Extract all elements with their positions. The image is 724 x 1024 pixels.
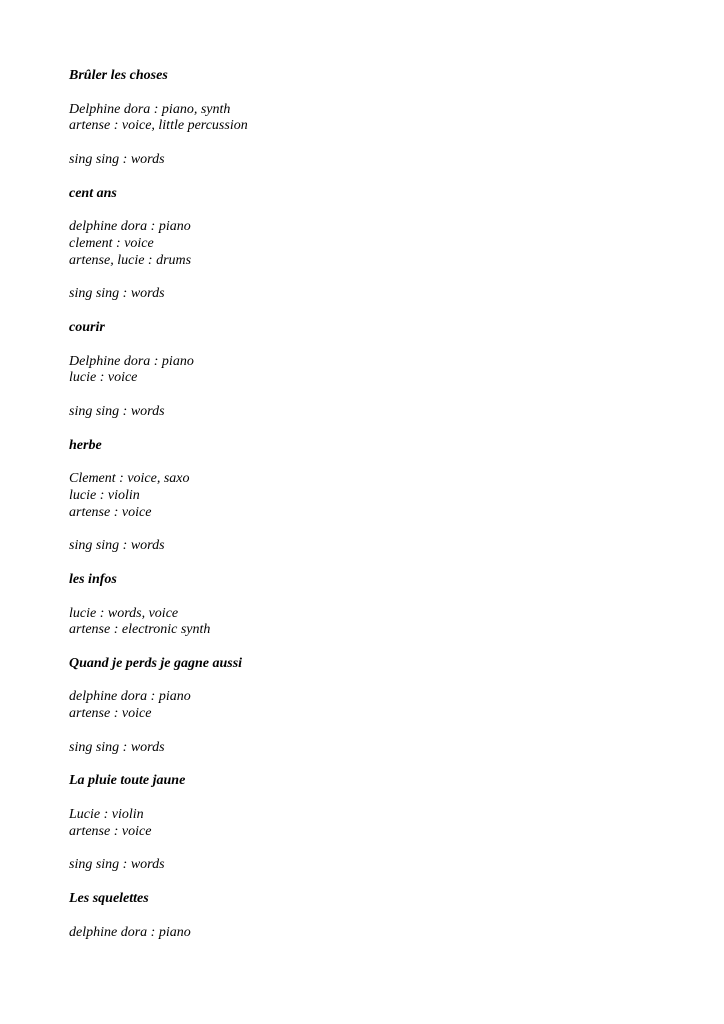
credit-line: artense : voice (69, 706, 152, 722)
spacer (69, 589, 689, 606)
spacer (69, 169, 689, 186)
credit-line: Lucie : violin (69, 807, 144, 823)
spacer (69, 454, 689, 471)
words-credit: sing sing : words (69, 857, 165, 873)
spacer (69, 841, 689, 858)
spacer (69, 270, 689, 287)
spacer (69, 790, 689, 807)
spacer (69, 555, 689, 572)
credit-line: lucie : words, voice (69, 605, 179, 621)
spacer (69, 723, 689, 740)
credit-line: delphine dora : piano (69, 219, 191, 235)
words-credit: sing sing : words (69, 739, 165, 755)
credit-line: artense : voice (69, 823, 152, 839)
spacer (69, 908, 689, 925)
spacer (69, 757, 689, 774)
credit-line: lucie : violin (69, 487, 140, 503)
credit-line: artense, lucie : drums (69, 252, 192, 268)
spacer (69, 673, 689, 690)
song-title: Brûler les choses (69, 68, 168, 83)
song-credits-list (69, 68, 689, 941)
song-title: les infos (69, 571, 117, 587)
credit-line: delphine dora : piano (69, 924, 191, 940)
spacer (69, 639, 689, 656)
spacer (69, 337, 689, 354)
spacer (69, 85, 689, 102)
song-title: La pluie toute jaune (69, 773, 186, 789)
spacer (69, 303, 689, 320)
spacer (69, 874, 689, 891)
song-title: cent ans (69, 185, 117, 201)
credit-line: delphine dora : piano (69, 689, 191, 705)
words-credit: sing sing : words (69, 286, 165, 302)
credit-line: Clement : voice, saxo (69, 471, 190, 487)
credit-line: Delphine dora : piano, synth (69, 101, 231, 117)
song-title: Quand je perds je gagne aussi (69, 655, 243, 671)
spacer (69, 387, 689, 404)
song-title: Les squelettes (69, 891, 149, 907)
words-credit: sing sing : words (69, 151, 165, 167)
spacer (69, 202, 689, 219)
spacer (69, 522, 689, 539)
spacer (69, 135, 689, 152)
credit-line: clement : voice (69, 235, 154, 251)
song-title: herbe (69, 437, 102, 453)
credit-line: lucie : voice (69, 370, 138, 386)
song-title: courir (69, 319, 105, 335)
spacer (69, 421, 689, 438)
credit-line: Delphine dora : piano (69, 353, 194, 369)
credit-line: artense : voice, little percussion (69, 118, 248, 134)
credit-line: artense : electronic synth (69, 622, 211, 638)
words-credit: sing sing : words (69, 538, 165, 554)
credit-line: artense : voice (69, 504, 152, 520)
words-credit: sing sing : words (69, 403, 165, 419)
